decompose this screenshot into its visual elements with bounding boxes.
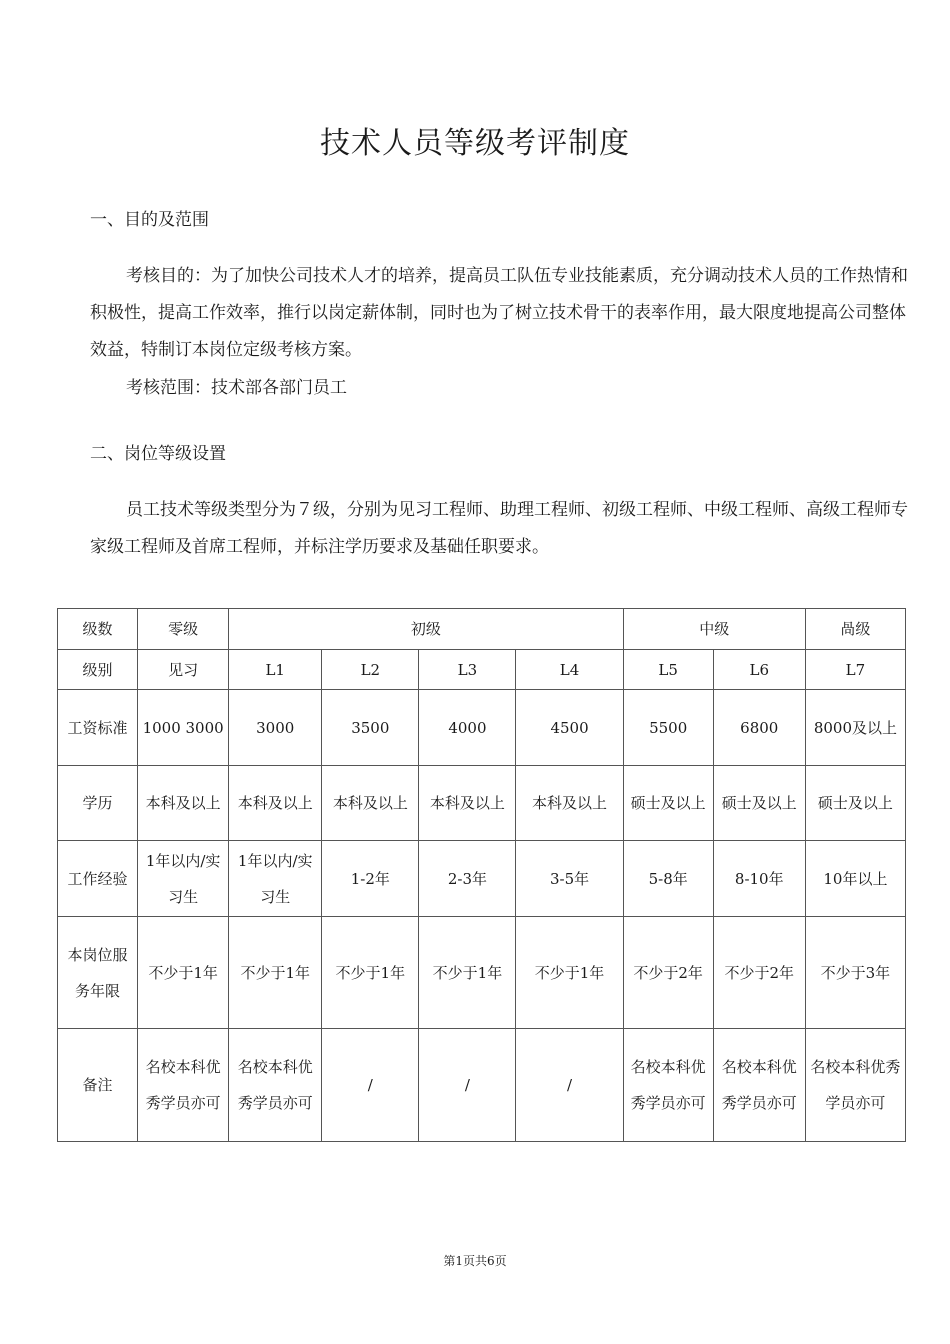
table-row-tenure <box>58 917 906 1029</box>
grade-table <box>57 608 906 1142</box>
table-cell: 本科及以上 <box>419 766 516 841</box>
table-cell: 1000 3000 <box>138 690 229 766</box>
table-cell: 不少于1年 <box>322 917 419 1029</box>
table-cell: 8000及以上 <box>805 690 905 766</box>
table-row-level <box>58 609 906 650</box>
table-cell: 不少于2年 <box>713 917 805 1029</box>
row-label: 工资标准 <box>58 690 138 766</box>
table-cell: 5500 <box>623 690 713 766</box>
table-cell: 名校本科优秀学员亦可 <box>623 1029 713 1142</box>
table-cell: 1年以内/实习生 <box>138 841 229 917</box>
table-row-grade <box>58 650 906 690</box>
table-cell: L2 <box>322 650 419 690</box>
scope-paragraph <box>90 370 908 407</box>
table-cell: 6800 <box>713 690 805 766</box>
document-title: 技术人员等级考评制度 <box>320 126 630 161</box>
table-cell: 硕士及以上 <box>623 766 713 841</box>
table-cell: 不少于3年 <box>805 917 905 1029</box>
table-cell: 硕士及以上 <box>713 766 805 841</box>
level-zero: 零级 <box>138 609 229 650</box>
purpose-text: 考核目的：为了加快公司技术人才的培养，提高员工队伍专业技能素质，充分调动技术人员的工作热情和积极性，提高工作效率，推行以岗定薪体制，同时也为了树立技术骨干的表率作用，最大限度地提高公司整体效益，特制订本岗位定级考核方案。 <box>90 266 908 360</box>
table-cell: 不少于1年 <box>229 917 322 1029</box>
table-cell: 名校本科优秀学员亦可 <box>713 1029 805 1142</box>
table-cell: 4000 <box>419 690 516 766</box>
table-cell: L3 <box>419 650 516 690</box>
table-cell: 10年以上 <box>805 841 905 917</box>
purpose-paragraph <box>90 258 908 369</box>
table-cell: 硕士及以上 <box>805 766 905 841</box>
table-cell: 8-10年 <box>713 841 805 917</box>
row-label: 级别 <box>58 650 138 690</box>
section-1-heading: 一、目的及范围 <box>90 210 209 230</box>
table-cell: L5 <box>623 650 713 690</box>
table-cell: 名校本科优秀学员亦可 <box>138 1029 229 1142</box>
section-2-heading: 二、岗位等级设置 <box>90 444 226 464</box>
row-label: 级数 <box>58 609 138 650</box>
table-cell: / <box>322 1029 419 1142</box>
table-row-salary <box>58 690 906 766</box>
level-mid: 中级 <box>623 609 805 650</box>
table-cell: 见习 <box>138 650 229 690</box>
table-cell: / <box>516 1029 623 1142</box>
page-number: 第1页共6页 <box>443 1254 507 1268</box>
table-cell: 不少于1年 <box>516 917 623 1029</box>
table-row-education <box>58 766 906 841</box>
table-cell: 本科及以上 <box>322 766 419 841</box>
table-row-remark <box>58 1029 906 1142</box>
table-cell: L1 <box>229 650 322 690</box>
row-label: 学历 <box>58 766 138 841</box>
table-row-experience <box>58 841 906 917</box>
table-cell: 不少于1年 <box>138 917 229 1029</box>
table-cell: 3-5年 <box>516 841 623 917</box>
intro-paragraph <box>90 492 908 566</box>
intro-text: 员工技术等级类型分为７级，分别为见习工程师、助理工程师、初级工程师、中级工程师、高级工程师专家级工程师及首席工程师，并标注学历要求及基础任职要求。 <box>90 500 908 557</box>
table-cell: 不少于2年 <box>623 917 713 1029</box>
table-cell: / <box>419 1029 516 1142</box>
table-cell: L6 <box>713 650 805 690</box>
table-cell: 2-3年 <box>419 841 516 917</box>
level-junior: 初级 <box>229 609 623 650</box>
table-cell: 名校本科优秀学员亦可 <box>805 1029 905 1142</box>
table-cell: 本科及以上 <box>229 766 322 841</box>
table-cell: 本科及以上 <box>138 766 229 841</box>
table-cell: L7 <box>805 650 905 690</box>
table-cell: 名校本科优秀学员亦可 <box>229 1029 322 1142</box>
table-cell: 1-2年 <box>322 841 419 917</box>
row-label: 本岗位服务年限 <box>58 917 138 1029</box>
level-senior: 咼级 <box>805 609 905 650</box>
table-cell: 3500 <box>322 690 419 766</box>
table-cell: L4 <box>516 650 623 690</box>
table-cell: 3000 <box>229 690 322 766</box>
table-cell: 5-8年 <box>623 841 713 917</box>
table-cell: 1年以内/实习生 <box>229 841 322 917</box>
table-cell: 本科及以上 <box>516 766 623 841</box>
row-label: 工作经验 <box>58 841 138 917</box>
row-label: 备注 <box>58 1029 138 1142</box>
scope-text: 考核范围：技术部各部门员工 <box>126 378 347 398</box>
table-cell: 不少于1年 <box>419 917 516 1029</box>
table-cell: 4500 <box>516 690 623 766</box>
